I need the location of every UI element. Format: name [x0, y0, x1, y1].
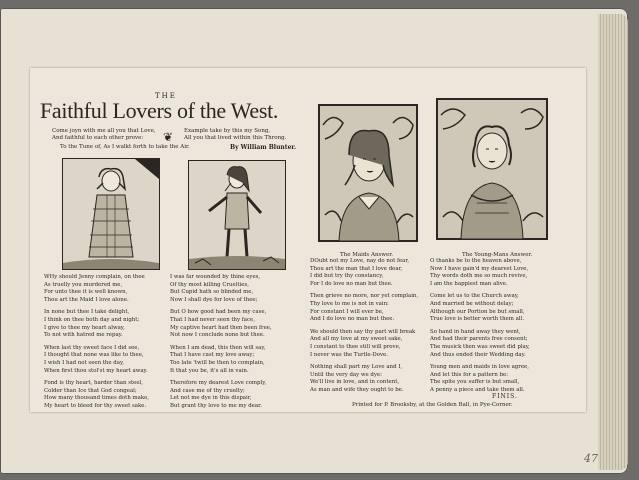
- verse-line: Not now I conclude none but thee.: [170, 332, 265, 339]
- author-line: By William Blunter.: [230, 144, 297, 151]
- verse-line: We should then say thy part will break: [310, 328, 416, 335]
- verse-line: And case me of thy cruelty;: [170, 387, 245, 394]
- verse-line: For constant I will ever be,: [310, 308, 384, 315]
- folio-number: 47: [584, 452, 598, 465]
- verse-line: Too late 'twill be then to complain,: [170, 359, 265, 366]
- verse-line: So hand in hand away they went,: [430, 328, 521, 335]
- verse-line: That I have cast my love away;: [170, 352, 255, 359]
- verse-line: WHy should Jenny complain, on thee: [44, 274, 145, 280]
- finis-mark: FINIS.: [492, 393, 518, 400]
- tune-line: To the Tune of, As I walkt forth to take the Air.: [60, 144, 190, 150]
- verse-line: And all my love at my sweet sake,: [310, 336, 403, 343]
- verse-line: It that you be, it's all in vain.: [170, 367, 249, 374]
- verse-line: Fond is thy heart, harder than steel,: [44, 380, 143, 387]
- verse-line: When I am dead, this then will say,: [170, 344, 266, 351]
- broadside-sheet: [30, 68, 586, 412]
- verse-line: And married be without delay;: [430, 300, 514, 307]
- verse-line: But grant thy love to me my dear.: [170, 402, 262, 409]
- verse-line: How many thousand times doth make,: [44, 395, 150, 402]
- verse-line: For unto thee it is well known,: [44, 289, 128, 296]
- verse-line: And let this for a pattern be:: [430, 371, 509, 378]
- verse-line: I give to thee my heart alway,: [44, 324, 125, 331]
- verse-line: Young men and maids in love agree,: [430, 364, 529, 371]
- verse-line: I think on thee both day and night;: [44, 316, 140, 323]
- intro-line: All you that lived within this Throng.: [184, 135, 287, 141]
- verse-line: Come let us to the Church away,: [430, 293, 519, 300]
- verse-line: When first thou stol'st my heart away.: [44, 367, 148, 374]
- verse-line: I constant to thee still will prove,: [310, 343, 401, 350]
- ballad-title: Faithful Lovers of the West.: [40, 98, 279, 123]
- verse-line: O thanks be to the heaven above,: [430, 258, 522, 264]
- verse-line: A penny a piece and take them all.: [430, 386, 525, 393]
- verse-line: I was far wounded by thine eyes,: [170, 274, 261, 280]
- woodcut-woman-standing: [62, 158, 160, 270]
- verse-line: Thou art the man that I love dear,: [310, 265, 403, 272]
- verse-line: But O how good had been my case,: [170, 309, 267, 316]
- verse-line: And had their parents free consent;: [430, 336, 528, 343]
- woodcut-woman-portrait: [436, 98, 548, 240]
- verse-line: I wish I had not seen the day,: [44, 359, 125, 366]
- fleuron-ornament: ❦: [163, 130, 174, 144]
- verse-line: DOubt not my Love, nay do not fear,: [310, 258, 410, 264]
- verse-column-4: [430, 250, 533, 395]
- verse-line: Thou art the Maid I love alone.: [44, 296, 129, 303]
- verse-line: My heart to bleed for thy sweet sake.: [44, 402, 147, 409]
- verse-line: In none but thee I take delight,: [44, 309, 130, 316]
- verse-line: I am the happiest man alive.: [430, 280, 508, 287]
- verse-column-2: [170, 274, 272, 411]
- verse-line: True love is better worth them all.: [430, 316, 524, 323]
- page-edges: [598, 14, 628, 470]
- verse-column-3: [310, 250, 418, 395]
- verse-line: As truelly you murdered me,: [44, 281, 123, 288]
- verse-line: My captive heart had then been free,: [170, 324, 272, 331]
- verse-line: I thought that none was like to thee,: [44, 352, 144, 359]
- imprint-line: Printed for P. Brooksby, at the Golden Ball, in Pye-Corner.: [352, 402, 513, 408]
- verse-line: Nothing shall part my Love and I,: [310, 364, 403, 371]
- verse-line: For I do love no man but thee.: [310, 280, 393, 287]
- verse-line: As man and wife they ought to be.: [310, 386, 404, 393]
- maids-answer-heading: The Maids Answer.: [340, 252, 394, 258]
- intro-line: And faithful to each other prove:: [52, 135, 144, 141]
- intro-line: Example take by this my Song,: [184, 128, 271, 134]
- verse-line: That I had never seen thy face,: [170, 316, 255, 323]
- verse-line: We'll live in love, and in content,: [310, 379, 400, 386]
- verse-line: I did but try thy constancy,: [310, 273, 384, 280]
- verse-line: Colder than Ice that God congeal;: [44, 387, 137, 394]
- verse-line: The musick then was sweet did play,: [430, 343, 530, 350]
- intro-line: Come joyn with me all you that Love,: [52, 128, 156, 134]
- verse-line: When last thy sweet face I did see,: [44, 344, 140, 351]
- verse-line: The spite you suffer is but small,: [430, 379, 520, 386]
- verse-line: To not with hatred me repay.: [44, 332, 123, 339]
- verse-line: Then grieve no more, nor yet complain,: [310, 293, 419, 300]
- verse-line: Thy words doth me so much revive,: [430, 273, 528, 280]
- verse-line: Until the very day we dye:: [310, 371, 382, 378]
- verse-line: But Cupid hath so blinded me,: [170, 289, 254, 296]
- woodcut-man-portrait: [318, 104, 418, 242]
- verse-line: Thy love to me is not in vain:: [310, 300, 389, 307]
- verse-line: Now I shall dye for love of thee;: [170, 296, 258, 303]
- title-prefix: THE: [155, 92, 177, 100]
- verse-line: Now I have gain'd my dearest Love,: [430, 265, 529, 272]
- verse-line: Of thy most killing Cruelties,: [170, 281, 249, 288]
- verse-line: Although our Portion be but small,: [430, 308, 525, 315]
- verse-column-1: [44, 274, 149, 411]
- verse-line: I never was the Turtle-Dove.: [310, 351, 388, 358]
- woodcut-man-standing: [188, 160, 286, 270]
- verse-line: And thus ended their Wedding day.: [430, 351, 526, 358]
- young-mans-answer-heading: The Young-Mans Answer.: [462, 252, 533, 258]
- verse-line: Therefore my dearest Love comply,: [170, 380, 267, 387]
- verse-line: Let not me dye in this dispair,: [170, 395, 252, 402]
- verse-line: And I do love no man but thee.: [310, 316, 395, 323]
